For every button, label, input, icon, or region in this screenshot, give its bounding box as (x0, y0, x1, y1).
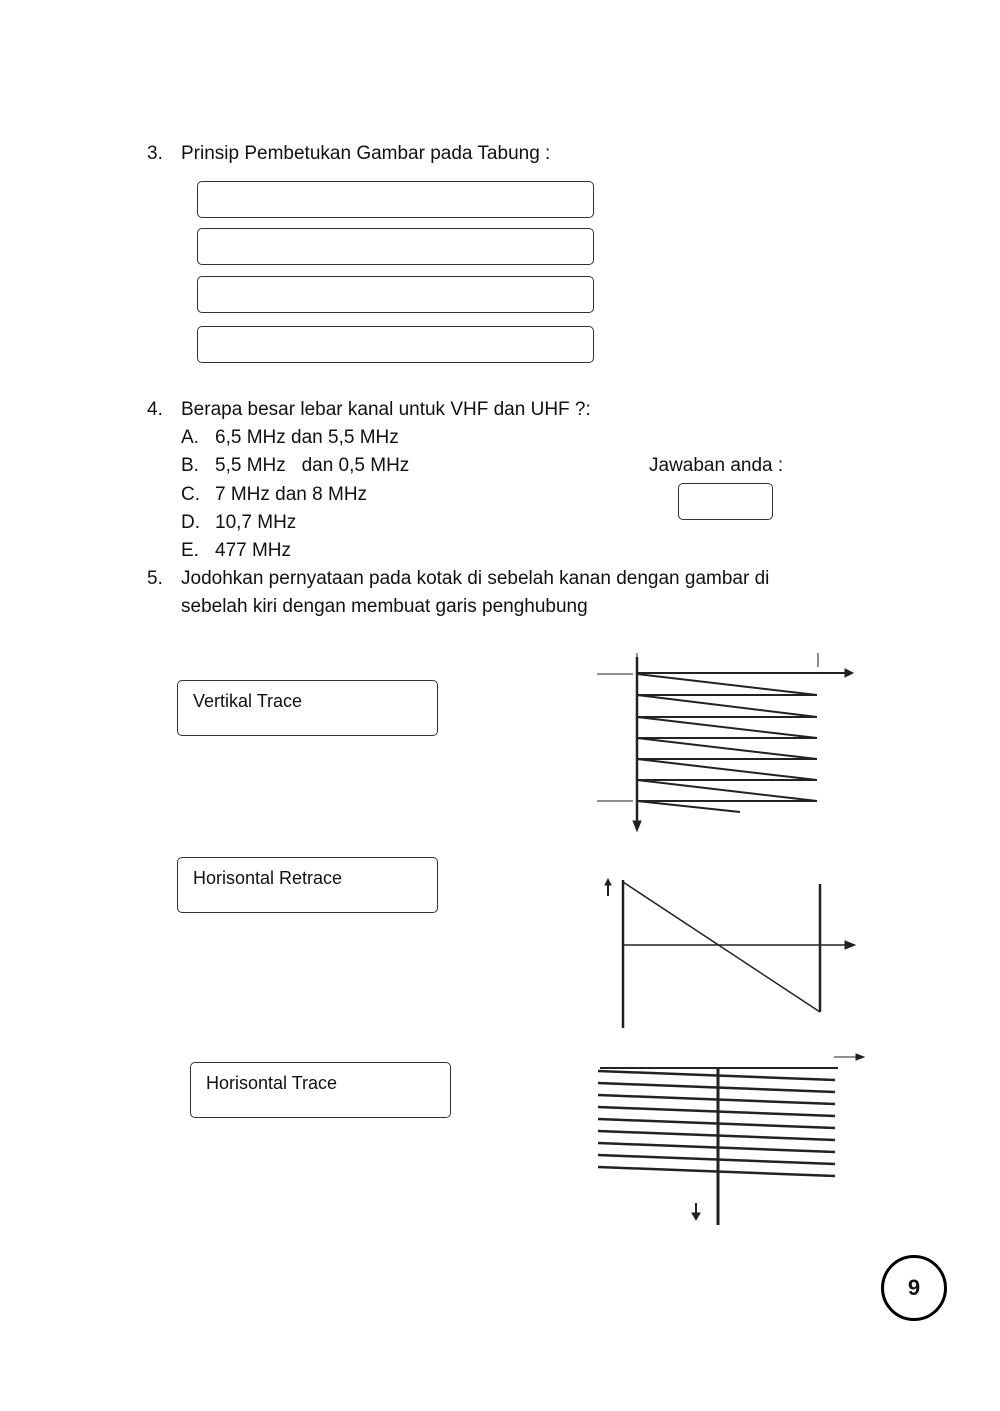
y-axis-arrow (633, 821, 641, 831)
question-3-text: Prinsip Pembetukan Gambar pada Tabung : (181, 143, 551, 164)
match-box-label: Horisontal Trace (206, 1073, 338, 1093)
question-3-number: 3. (147, 143, 163, 164)
answer-input-4[interactable] (678, 483, 773, 520)
option-letter: E. (181, 540, 199, 561)
raster-scan-figure[interactable] (585, 645, 870, 845)
option-text: 5,5 MHz dan 0,5 MHz (215, 455, 410, 476)
match-box-label: Horisontal Retrace (193, 868, 343, 888)
answer-box-3-3[interactable] (197, 276, 594, 313)
option-letter: A. (181, 427, 199, 448)
answer-box-3-4[interactable] (197, 326, 594, 363)
question-3 (147, 142, 550, 166)
page-number (881, 1255, 947, 1321)
match-box-horisontal-retrace[interactable] (177, 857, 438, 913)
question-5-line-1: Jodohkan pernyataan pada kotak di sebelah kanan dengan gambar di (181, 568, 770, 589)
down-marker-arrow (692, 1213, 700, 1220)
answer-box-3-1[interactable] (197, 181, 594, 218)
up-marker-arrow (605, 879, 611, 885)
option-letter: B. (181, 455, 199, 476)
ramp-line (623, 882, 820, 1012)
question-5-line-2: sebelah kiri dengan membuat garis penghubung (181, 596, 588, 617)
question-4 (147, 398, 591, 422)
match-box-label: Vertikal Trace (193, 691, 303, 711)
x-axis-arrow (845, 669, 853, 677)
option-b (181, 454, 409, 478)
question-5-number: 5. (147, 568, 163, 589)
match-box-vertikal-trace[interactable] (177, 680, 438, 736)
scan-lines (637, 674, 817, 812)
page-number-text: 9 (907, 1275, 921, 1300)
option-a (181, 426, 399, 450)
question-4-text: Berapa besar lebar kanal untuk VHF dan UHF ?: (181, 399, 591, 420)
x-axis-arrow (856, 1054, 864, 1060)
option-text: 10,7 MHz (215, 512, 297, 533)
option-letter: D. (181, 512, 200, 533)
answer-label: Jawaban anda : (649, 455, 784, 476)
horizontal-trace-figure[interactable] (590, 1045, 875, 1230)
answer-box-3-2[interactable] (197, 228, 594, 265)
sawtooth-retrace-figure[interactable] (600, 872, 865, 1032)
trace-lines (598, 1071, 835, 1176)
option-text: 7 MHz dan 8 MHz (215, 484, 368, 505)
option-c (181, 483, 367, 507)
question-5 (147, 567, 769, 591)
match-box-horisontal-trace[interactable] (190, 1062, 451, 1118)
option-text: 6,5 MHz dan 5,5 MHz (215, 427, 399, 448)
x-axis-arrow (845, 941, 855, 949)
question-4-number: 4. (147, 399, 163, 420)
option-e (181, 539, 291, 563)
option-d (181, 511, 296, 535)
option-text: 477 MHz (215, 540, 292, 561)
option-letter: C. (181, 484, 200, 505)
